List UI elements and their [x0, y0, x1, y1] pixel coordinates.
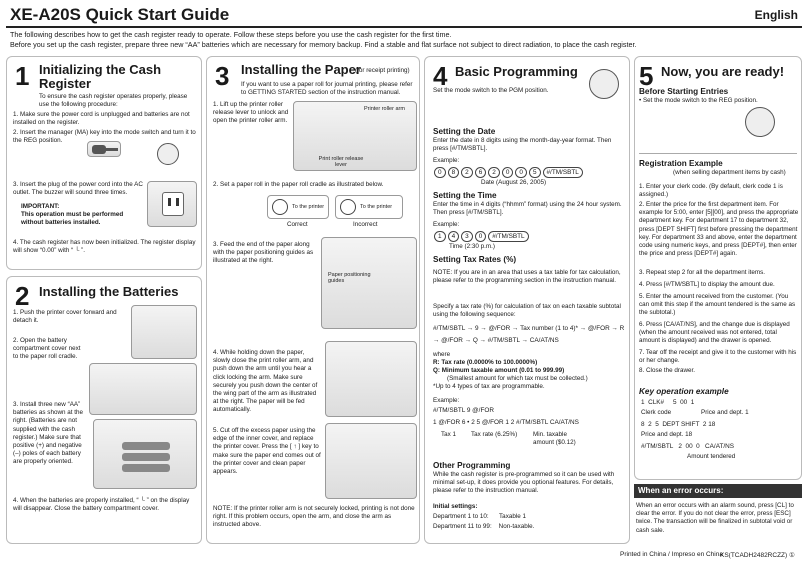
clerk-code-caption: Clerk code [641, 409, 672, 416]
step1-item3: 3. Insert the plug of the power cord into the AC outlet. The buzzer will sound three times. [13, 181, 143, 197]
intro-line-2: Before you set up the cash register, prepare three new “AA” batteries which are necessary for memory backup. Find a stable and flat surface not subject to direct radiation, to place the cash register. [10, 40, 637, 49]
cut-paper-illustration [325, 423, 417, 499]
step5-item4: 4. Press [#/TM/SBTL] to display the amount due. [639, 281, 775, 288]
language-label: English [754, 8, 798, 22]
printed-in-label: Printed in China / Impreso en China [620, 551, 723, 558]
registration-subtitle: (when selling department items by cash) [673, 169, 786, 176]
tax1-caption: Tax 1 [441, 431, 457, 438]
where-label: where [433, 351, 451, 358]
date-key-3: 2 [461, 167, 473, 178]
step4-intro: Set the mode switch to the PGM position. [433, 87, 549, 94]
step3-item5: 5. Cut off the excess paper using the edge of the inner cover, and replace the printer cover. Press the [ ↑ ] key to make sure the paper end comes out of the printer cover and clean paper appears. [213, 427, 321, 476]
key-operation-line2: 8 2 5 DEPT SHIFT 2 18 [641, 421, 716, 428]
time-key-total: #/TM/SBTL [488, 231, 528, 242]
date-example-label: Example: [433, 157, 460, 164]
step2-item2: 2. Open the battery compartment cover next to the paper roll cradle. [13, 337, 81, 361]
step5-item1: 1. Enter your clerk code. (By default, clerk code 1 is assigned.) [639, 183, 783, 199]
to-printer-caption-incorrect: To the printer [360, 204, 393, 210]
date-key-6: 0 [502, 167, 514, 178]
step3-title: Installing the Paper [241, 62, 361, 77]
q-note: (Smallest amount for which tax must be collected.) [447, 375, 588, 382]
important-text: This operation must be performed without batteries installed. [21, 211, 124, 227]
tax-types-note: *Up to 4 types of tax are programmable. [433, 383, 545, 390]
step1-title: Initializing the Cash Register [39, 62, 162, 91]
step1-item1: 1. Make sure the power cord is unplugged and batteries are not installed on the register. [13, 111, 190, 127]
before-title: Before Starting Entries [639, 87, 729, 96]
q-definition: Q: Minimum taxable amount (0.01 to 999.99) [433, 367, 565, 374]
page-title: XE-A20S Quick Start Guide [10, 5, 230, 24]
incorrect-caption: Incorrect [353, 221, 378, 228]
step3-item1: 1. Lift up the printer roller release lever to unlock and open the printer roller arm. [213, 101, 289, 125]
step5-item8: 8. Close the drawer. [639, 367, 696, 374]
printer-cover-illustration [131, 305, 197, 359]
paper-guides-illustration [321, 237, 417, 329]
date-key-total: #/TM/SBTL [543, 167, 583, 178]
r-definition: R: Tax rate (0.0000% to 100.0000%) [433, 359, 538, 366]
close-arm-illustration [325, 341, 417, 417]
step5-item6: 6. Press [CA/AT/NS], and the change due is displayed (when the amount received was not entered, total amount is displayed) and the drawer is opened. [639, 321, 790, 345]
registration-title: Registration Example [639, 159, 723, 168]
paper-roll-correct-illustration [267, 195, 329, 219]
step3-item4: 4. While holding down the paper, slowly close the print roller arm, and push down the arm until you hear a click locking the arm. Make sure securely you push down the center of the wing part of the arm as illustrated at the right. The paper will be fed automatically. [213, 349, 318, 414]
error-title: When an error occurs: [634, 484, 802, 498]
date-title: Setting the Date [433, 127, 496, 136]
key-operation-line3: #/TM/SBTL 2 00 0 CA/AT/NS [641, 443, 735, 450]
step5-number: 5 [639, 61, 654, 91]
step3-item2: 2. Set a paper roll in the paper roll cradle as illustrated below. [213, 181, 384, 188]
intro-line-1: The following describes how to get the cash register ready to operate. Follow these steps before you use the cash register for the first time. [10, 30, 452, 39]
rate-caption: Tax rate (6.25%) [471, 431, 518, 438]
step5-panel [634, 56, 802, 480]
important-label: IMPORTANT: [21, 203, 60, 210]
before-text: • Set the mode switch to the REG position. [639, 97, 758, 104]
release-lever-caption: Print roller release lever [318, 156, 364, 168]
battery-install-illustration [93, 419, 197, 489]
power-outlet-illustration [147, 181, 197, 227]
step5-divider [639, 153, 797, 154]
tax-sequence-line1: #/TM/SBTL → 9 → @/FOR → Tax number (1 to 4)* → @/FOR → R [433, 325, 625, 332]
date-key-1: 0 [434, 167, 446, 178]
printer-arm-illustration [293, 101, 417, 171]
key-operation-title: Key operation example [639, 387, 729, 396]
step4-panel [424, 56, 630, 544]
step3-intro: If you want to use a paper roll for journal printing, please refer to GETTING STARTED section of the instruction manual. [241, 81, 413, 97]
step3-panel [206, 56, 420, 544]
step4-number: 4 [433, 61, 448, 91]
date-key-5: 2 [488, 167, 500, 178]
initial-dept-2: Department 11 to 99: Non-taxable. [433, 523, 535, 530]
tax-text: Specify a tax rate (%) for calculation of tax on each taxable subtotal using the following sequence: [433, 303, 621, 319]
step2-item1: 1. Push the printer cover forward and detach it. [13, 309, 117, 325]
time-key-3: 3 [461, 231, 473, 242]
tax-title: Setting Tax Rates (%) [433, 255, 517, 264]
step1-item4: 4. The cash register has now been initialized. The register display will show “0.00” with “ └ ”. [13, 239, 196, 255]
step1-intro: To ensure the cash register operates properly, please use the following procedure: [39, 93, 188, 109]
time-example-label: Example: [433, 221, 460, 228]
time-caption: Time (2:30 p.m.) [449, 243, 495, 250]
battery-compartment-illustration [89, 363, 197, 415]
time-key-4: 0 [475, 231, 487, 242]
time-text: Enter the time in 4 digits (“hhmm” format) using the 24 hour system. Then press [#/TM/SBTL]. [433, 201, 622, 217]
step2-title: Installing the Batteries [39, 284, 179, 299]
mode-switch-dial [157, 143, 179, 165]
date-key-sequence [433, 167, 584, 178]
amount-tendered-caption: Amount tendered [687, 453, 736, 460]
step3-number: 3 [215, 61, 230, 91]
step4-title: Basic Programming [455, 64, 578, 79]
date-key-4: 6 [475, 167, 487, 178]
intro-text [10, 30, 800, 50]
header-bar [6, 2, 802, 28]
tax-note: NOTE: If you are in an area that uses a tax table for tax calculation, please refer to the programming section in the instruction manual. [433, 269, 621, 285]
step5-item3: 3. Repeat step 2 for all the department items. [639, 269, 766, 276]
step1-item2: 2. Insert the manager (MA) key into the mode switch and turn it to the REG position. [13, 129, 196, 145]
time-key-2: 4 [448, 231, 460, 242]
step5-item5: 5. Enter the amount received from the customer. (You can omit this step if the amount tendered is the same as the subtotal.) [639, 293, 796, 317]
correct-caption: Correct [287, 221, 308, 228]
step3-title-note: (for receipt printing) [355, 67, 410, 74]
tax-example-label: Example: [433, 397, 460, 404]
printer-roller-arm-caption: Printer roller arm [364, 106, 405, 112]
initial-settings-title: Initial settings: [433, 503, 478, 510]
step3-item3: 3. Feed the end of the paper along with the paper positioning guides as illustrated at the right. [213, 241, 314, 265]
step5-title: Now, you are ready! [661, 64, 785, 79]
to-printer-caption-correct: To the printer [292, 204, 325, 210]
mode-switch-dial-reg [745, 107, 775, 137]
key-illustration [87, 141, 121, 157]
tax-sequence-line2: → @/FOR → Q → #/TM/SBTL → CA/AT/NS [433, 337, 559, 344]
error-box [634, 484, 802, 540]
step2-number: 2 [15, 281, 30, 311]
min-caption: Min. taxable amount ($0.12) [533, 431, 576, 447]
mode-switch-dial-pgm [589, 69, 619, 99]
other-text: While the cash register is pre-programmed so it can be used with minimal set-up, it does provide you optional features. For details, please refer to the instruction manual. [433, 471, 615, 495]
step5-item2: 2. Enter the price for the first department item. For example for 5:00, enter [5][00], and press the appropriate department key. For department 17 to department 32, press [DEPT SHIFT] first before pressing the department key. For department 33 and above, enter the department code using numeric keys, and press [DEPT#], then enter the price and press [DEPT#] again. [639, 201, 799, 258]
step2-item4: 4. When the batteries are properly installed, “ └ ” on the display will disappear. Close the battery compartment cover. [13, 497, 190, 513]
initial-dept-1: Department 1 to 10: Taxable 1 [433, 513, 526, 520]
step5-item7: 7. Tear off the receipt and give it to the customer with his or her change. [639, 349, 797, 365]
time-key-sequence [433, 231, 530, 242]
time-key-1: 1 [434, 231, 446, 242]
time-title: Setting the Time [433, 191, 497, 200]
step3-note: NOTE: If the printer roller arm is not securely locked, printing is not done right. If this problem occurs, open the arm, and close the arm as instructed above. [213, 505, 415, 529]
date-key-8: 5 [529, 167, 541, 178]
step1-number: 1 [15, 61, 30, 91]
paper-guides-caption: Paper positioning guides [328, 272, 371, 284]
price-dept1-caption: Price and dept. 1 [701, 409, 749, 416]
step2-panel [6, 276, 202, 544]
step1-panel [6, 56, 202, 270]
error-text: When an error occurs with an alarm sound, press [CL] to clear the error. If you do not clear the error, press [ESC] twice. The transaction will be finalized in subtotal void or cash sale. [636, 502, 794, 534]
paper-roll-incorrect-illustration [335, 195, 403, 219]
document-code: KS(TCADH2482RCZZ) ① [720, 552, 795, 559]
date-caption: Date (August 26, 2005) [481, 179, 547, 186]
key-operation-line1: 1 CLK# 5 00 1 [641, 399, 695, 406]
step2-item3: 3. Install three new “AA” batteries as shown at the right. (Batteries are not supplied with the cash register.) Make sure that positive (+) and negative (–) poles of each battery are properly oriented. [13, 401, 84, 466]
other-title: Other Programming [433, 461, 511, 470]
date-key-7: 0 [515, 167, 527, 178]
date-key-2: 8 [448, 167, 460, 178]
tax-example-line2: 1 @/FOR 6 • 2 5 @/FOR 1 2 #/TM/SBTL CA/AT/NS [433, 419, 579, 426]
price-dept18-caption: Price and dept. 18 [641, 431, 693, 438]
tax-example-line1: #/TM/SBTL 9 @/FOR [433, 407, 494, 414]
date-text: Enter the date in 8 digits using the month-day-year format. Then press [#/TM/SBTL]. [433, 137, 612, 153]
